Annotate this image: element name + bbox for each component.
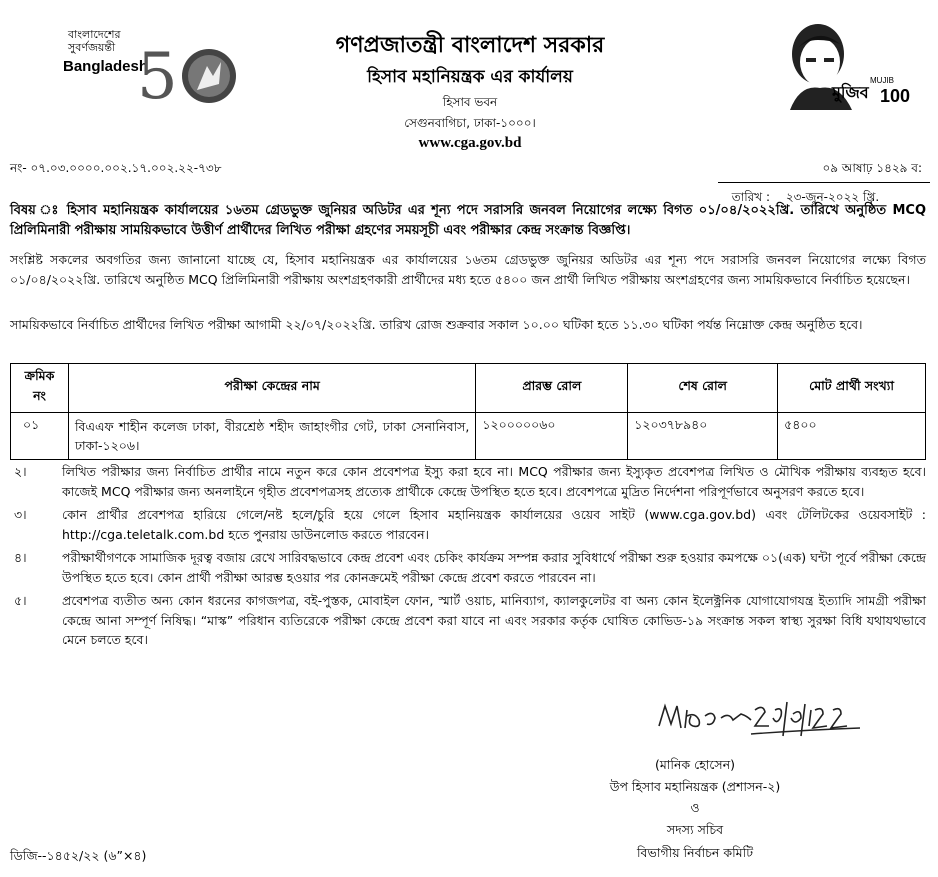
table-row: [11, 413, 926, 460]
handwritten-signature: [655, 696, 865, 756]
exam-centre-table: [10, 363, 926, 460]
office-website: www.cga.gov.bd: [418, 135, 522, 151]
date-label: তারিখ :: [731, 190, 770, 204]
mujib-bn-text: মুজিব: [832, 83, 869, 102]
list-item: [10, 591, 926, 650]
list-item: [10, 462, 926, 501]
item-text: কোন প্রার্থীর প্রবেশপত্র হারিয়ে গেলে/নষ্ট হলে/চুরি হয়ে গেলে হিসাব মহানিয়ন্ত্রক কার্যালয়ের ওয়েব সাইট (www.cga.gov.bd) এবং টেলিটকের ওয়েবসাইট : http://cga.teletalk.com.bd হতে পুনরায় ডাউনলোড করতে পারবেন।: [62, 507, 926, 542]
mujib-en-text: MUJIB: [870, 76, 894, 85]
office-building: হিসাব ভবন: [442, 95, 498, 109]
item-number: ৩।: [14, 507, 27, 522]
government-title: গণপ্রজাতন্ত্রী বাংলাদেশ সরকার: [335, 32, 605, 58]
item-text: লিখিত পরীক্ষার জন্য নির্বাচিত প্রার্থীর নামে নতুন করে কোন প্রবেশপত্র ইস্যু করা হবে না। MCQ পরীক্ষার জন্য ইস্যুকৃত প্রবেশপত্র লিখিত ও মৌখিক পরীক্ষায় ব্যবহৃত হবে। কাজেই MCQ পরীক্ষার জন্য অনলাইনে গৃহীত প্রবেশপত্রসহ প্রত্যেক প্রার্থীকে কেন্দ্রে উপস্থিত হতে হবে। প্রবেশপত্রে মুদ্রিত নির্দেশনা পরিপূর্ণভাবে অনুসরণ করতে হবে।: [62, 464, 926, 499]
item-number: ২।: [14, 464, 27, 479]
paragraph-selection-notice: সংশ্লিষ্ট সকলের অবগতির জন্য জানানো যাচ্ছে যে, হিসাব মহানিয়ন্ত্রক এর কার্যালয়ের ১৬তম গ্রেডভুক্ত জুনিয়র অডিটর এর শূন্য পদে সরাসরি জনবল নিয়োগের লক্ষ্যে বিগত ০১/০৪/২০২২খ্রি. তারিখে অনুষ্ঠিত MCQ প্রিলিমিনারী পরীক্ষায় অংশগ্রহণকারী প্রার্থীদের মধ্য হতে ৫৪০০ জন প্রার্থী লিখিত পরীক্ষায় অংশগ্রহণের জন্য সাময়িকভাবে নির্বাচিত হয়েছেন।: [10, 252, 926, 287]
col-header-serial: ক্রমিক নং: [11, 364, 69, 413]
list-item: [10, 505, 926, 544]
jubilee-bangladesh-label: Bangladesh: [63, 58, 149, 75]
cell-centre-name: বিএএফ শাহীন কলেজ ঢাকা, বীরশ্রেষ্ঠ শহীদ জাহাংগীর গেট, ঢাকা সেনানিবাস, ঢাকা-১২০৬।: [68, 413, 475, 460]
signatory-designation: উপ হিসাব মহানিয়ন্ত্রক (প্রশাসন-২): [609, 779, 781, 794]
item-number: ৫।: [14, 593, 27, 608]
date-bangla: ০৯ আষাঢ় ১৪২৯ ব:: [718, 160, 930, 183]
item-number: ৪।: [14, 550, 27, 565]
date-value: ২৩-জুন-২০২২ খ্রি.: [785, 190, 880, 204]
cell-serial: ০১: [11, 413, 69, 460]
jubilee-50-emblem: [135, 32, 240, 112]
item-text: প্রবেশপত্র ব্যতীত অন্য কোন ধরনের কাগজপত্র, বই-পুস্তক, মোবাইল ফোন, স্মার্ট ওয়াচ, মানিব্যাগ, ক্যালকুলেটর বা অন্য কোন ইলেক্ট্রনিক যোগাযোগযন্ত্র ইত্যাদি সামগ্রী পরীক্ষা কেন্দ্রে আনা সম্পূর্ণ নিষিদ্ধ। “মাস্ক” পরিধান ব্যতিরেকে পরীক্ষা কেন্দ্রে প্রবেশ করা যাবে না এবং সরকার কর্তৃক ঘোষিত কোভিড-১৯ সংক্রান্ত সকল স্বাস্থ্য সুরক্ষা বিধি যথাযথভাবে মেনে চলতে হবে।: [62, 593, 926, 647]
subject-line: বিষয় ঃ হিসাব মহানিয়ন্ত্রক কার্যালয়ের ১৬তম গ্রেডভুক্ত জুনিয়র অডিটর এর শূন্য পদে সরাসরি জনবল নিয়োগের লক্ষ্যে বিগত ০১/০৪/২০২২খ্রি. তারিখে অনুষ্ঠিত MCQ প্রিলিমিনারী পরীক্ষায় সাময়িকভাবে উত্তীর্ণ প্রার্থীদের লিখিত পরীক্ষা গ্রহণের সময়সূচী এবং পরীক্ষার কেন্দ্র সংক্রান্ত বিজ্ঞপ্তি।: [10, 203, 926, 238]
office-title: হিসাব মহানিয়ন্ত্রক এর কার্যালয়: [367, 67, 573, 87]
col-header-end-roll: শেষ রোল: [628, 364, 778, 413]
signatory-role: সদস্য সচিব: [666, 822, 724, 837]
svg-text:5: 5: [137, 40, 178, 112]
memo-number: নং- ০৭.০৩.০০০০.০০২.১৭.০০২.২২-৭৩৮: [10, 161, 222, 175]
mujib-100-logo: [770, 18, 910, 118]
signatory-and: ও: [690, 800, 700, 815]
instruction-list: [10, 462, 926, 654]
col-header-total: মোট প্রার্থী সংখ্যা: [778, 364, 926, 413]
cell-start-roll: ১২০০০০০৬০: [476, 413, 628, 460]
mujib-100-number: 100: [880, 86, 911, 106]
col-header-start-roll: প্রারম্ভ রোল: [476, 364, 628, 413]
footer-reference: ডিজি--১৪৫২/২২ (৬”×৪): [10, 848, 147, 863]
cell-end-roll: ১২০৩৭৮৯৪০: [628, 413, 778, 460]
col-header-centre: পরীক্ষা কেন্দ্রের নাম: [68, 364, 475, 413]
jubilee-text: বাংলাদেশের সুবর্ণজয়ন্তী: [68, 28, 121, 54]
signature-scribble: [655, 696, 865, 752]
table-header-row: [11, 364, 926, 413]
office-address: সেগুনবাগিচা, ঢাকা-১০০০।: [404, 116, 536, 130]
list-item: [10, 548, 926, 587]
item-text: পরীক্ষার্থীগণকে সামাজিক দূরত্ব বজায় রেখে সারিবদ্ধভাবে কেন্দ্র প্রবেশ এবং চেকিং কার্যক্রম সম্পন্ন করার সুবিধার্থে পরীক্ষা শুরু হওয়ার কমপক্ষে ০১(এক) ঘন্টা পূর্বে পরীক্ষা কেন্দ্রে উপস্থিত হতে হবে। কোন প্রার্থী পরীক্ষা আরম্ভ হওয়ার পর কোনক্রমেই পরীক্ষা কেন্দ্রে প্রবেশ করতে পারবেন না।: [62, 550, 926, 585]
cell-total: ৫৪০০: [778, 413, 926, 460]
paragraph-exam-schedule: সাময়িকভাবে নির্বাচিত প্রার্থীদের লিখিত পরীক্ষা আগামী ২২/০৭/২০২২খ্রি. তারিখ রোজ শুক্রবার সকাল ১০.০০ ঘটিকা হতে ১১.৩০ ঘটিকা পর্যন্ত নিম্নোক্ত কেন্দ্র অনুষ্ঠিত হবে।: [10, 317, 863, 332]
signatory-name: (মানিক হোসেন): [654, 757, 736, 772]
signatory-committee: বিভাগীয় নির্বাচন কমিটি: [636, 845, 754, 860]
golden-jubilee-logo: [40, 22, 250, 112]
